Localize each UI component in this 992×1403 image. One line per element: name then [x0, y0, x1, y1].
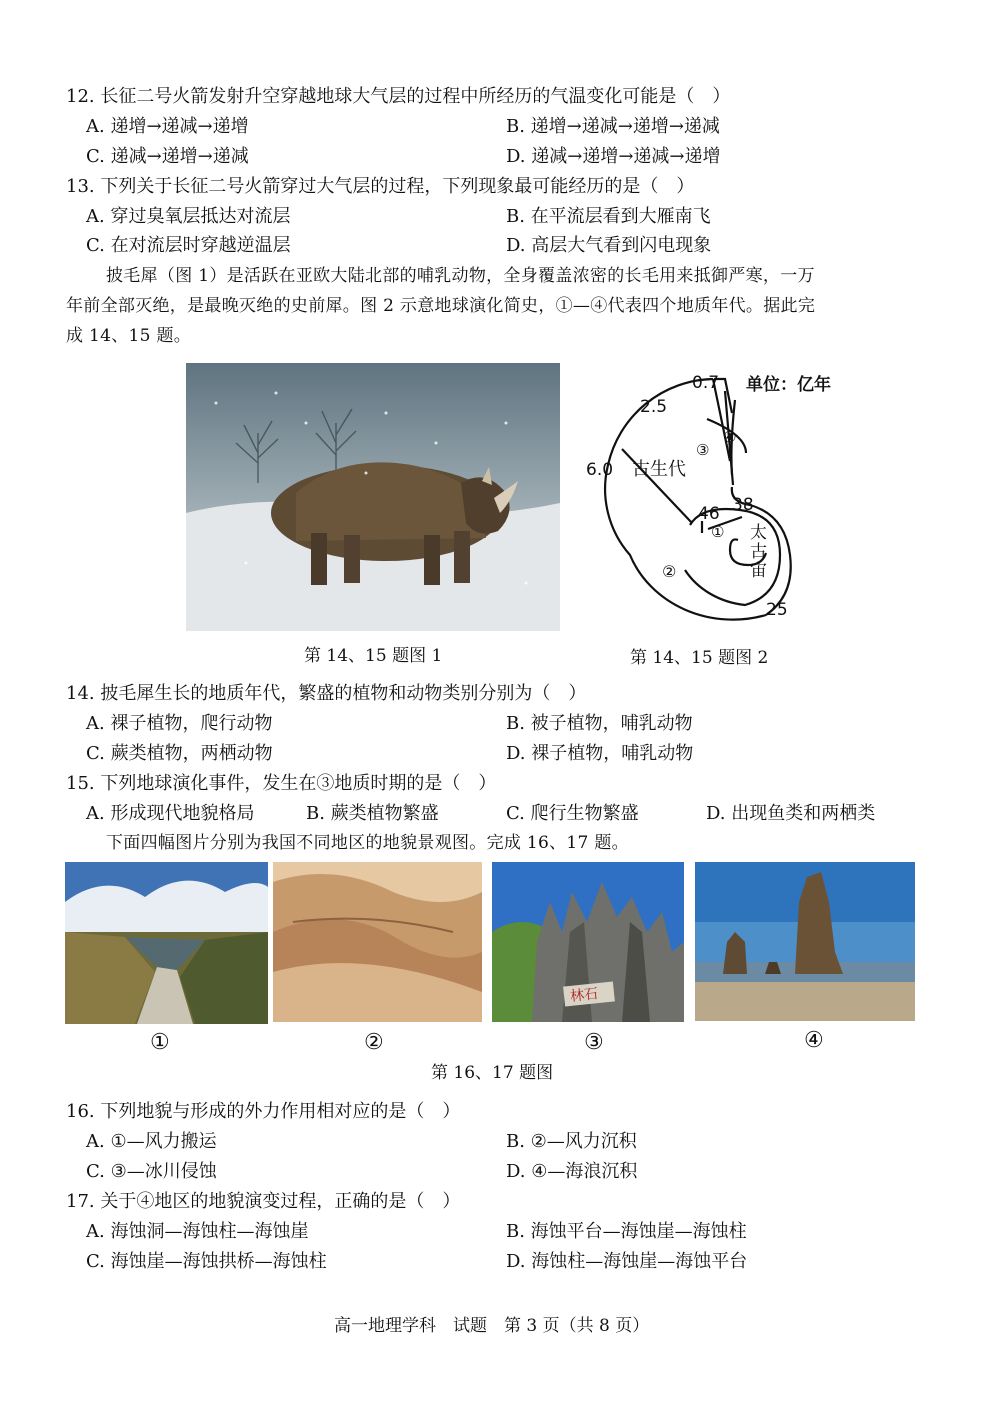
q16-option-a: A. ①—风力搬运 — [86, 1131, 217, 1152]
passage1-line1: 披毛犀（图 1）是活跃在亚欧大陆北部的哺乳动物，全身覆盖浓密的长毛用来抵御严寒，一万 — [106, 266, 815, 286]
q12-option-d: D. 递减→递增→递减→递增 — [506, 146, 721, 167]
sand-dune-image — [273, 862, 482, 1022]
q12-option-c: C. 递减→递增→递减 — [86, 146, 249, 167]
paleozoic-label: 古生代 — [632, 459, 686, 480]
fig2-caption: 第 14、15 题图 2 — [630, 648, 769, 668]
landscape-label-4: ④ — [804, 1028, 824, 1053]
passage1-line2: 年前全部灭绝，是最晚灭绝的史前犀。图 2 示意地球演化简史，①—④代表四个地质年代。据此完 — [66, 296, 816, 316]
archean-char-1: 太 — [750, 523, 767, 543]
era-4-label: ④ — [723, 428, 737, 446]
q12-option-b: B. 递增→递减→递增→递减 — [506, 116, 720, 137]
q14-option-a: A. 裸子植物，爬行动物 — [86, 713, 273, 734]
era-2-label: ② — [662, 562, 677, 581]
label-25: 25 — [766, 600, 788, 620]
q12-stem: 12. 长征二号火箭发射升空穿越地球大气层的过程中所经历的气温变化可能是（ ） — [66, 86, 731, 107]
q13-option-a: A. 穿过臭氧层抵达对流层 — [86, 206, 291, 227]
q14-option-b: B. 被子植物，哺乳动物 — [506, 713, 693, 734]
q15-option-b: B. 蕨类植物繁盛 — [306, 803, 439, 824]
q12-option-a: A. 递增→递减→递增 — [86, 116, 249, 137]
era-3-label: ③ — [696, 441, 710, 459]
stone-forest-sign: 林石 — [569, 986, 599, 1005]
label-2-5: 2.5 — [640, 397, 668, 417]
q16-option-b: B. ②—风力沉积 — [506, 1131, 637, 1152]
geologic-spiral-diagram — [580, 365, 880, 625]
q15-option-c: C. 爬行生物繁盛 — [506, 803, 639, 824]
q16-option-c: C. ③—冰川侵蚀 — [86, 1161, 217, 1182]
q17-option-a: A. 海蚀洞—海蚀柱—海蚀崖 — [86, 1221, 309, 1242]
q16-stem: 16. 下列地貌与形成的外力作用相对应的是（ ） — [66, 1101, 461, 1122]
passage2: 下面四幅图片分别为我国不同地区的地貌景观图。完成 16、17 题。 — [106, 833, 629, 853]
q17-option-d: D. 海蚀柱—海蚀崖—海蚀平台 — [506, 1251, 748, 1272]
page-footer: 高一地理学科 试题 第 3 页（共 8 页） — [334, 1316, 650, 1336]
landscape-label-3: ③ — [584, 1030, 604, 1055]
label-46: 46 — [698, 504, 720, 524]
archean-char-2: 古 — [750, 542, 767, 562]
label-6-0: 6.0 — [586, 460, 614, 480]
q15-option-a: A. 形成现代地貌格局 — [86, 803, 255, 824]
q15-option-d: D. 出现鱼类和两栖类 — [706, 803, 876, 824]
archean-char-3: 宙 — [750, 561, 767, 581]
q17-stem: 17. 关于④地区的地貌演变过程，正确的是（ ） — [66, 1191, 461, 1212]
q17-option-c: C. 海蚀崖—海蚀拱桥—海蚀柱 — [86, 1251, 327, 1272]
stone-forest-image — [492, 862, 684, 1022]
landscape-label-2: ② — [364, 1030, 384, 1055]
sea-stack-image — [695, 862, 915, 1021]
passage1-line3: 成 14、15 题。 — [66, 326, 192, 346]
era-1-label: ① — [711, 523, 725, 541]
canyon-image — [65, 862, 268, 1024]
q17-option-b: B. 海蚀平台—海蚀崖—海蚀柱 — [506, 1221, 747, 1242]
q14-option-d: D. 裸子植物，哺乳动物 — [506, 743, 694, 764]
q15-stem: 15. 下列地球演化事件，发生在③地质时期的是（ ） — [66, 773, 497, 794]
label-0-7: 0.7 — [692, 373, 720, 393]
fig1-caption: 第 14、15 题图 1 — [304, 646, 443, 666]
q16-option-d: D. ④—海浪沉积 — [506, 1161, 638, 1182]
q13-option-c: C. 在对流层时穿越逆温层 — [86, 235, 291, 256]
unit-label: 单位：亿年 — [746, 375, 831, 395]
q13-option-d: D. 高层大气看到闪电现象 — [506, 235, 712, 256]
woolly-rhino-image — [186, 363, 560, 631]
landscape-label-1: ① — [150, 1030, 170, 1055]
q14-stem: 14. 披毛犀生长的地质年代，繁盛的植物和动物类别分别为（ ） — [66, 683, 587, 704]
q13-option-b: B. 在平流层看到大雁南飞 — [506, 206, 711, 227]
q13-stem: 13. 下列关于长征二号火箭穿过大气层的过程，下列现象最可能经历的是（ ） — [66, 176, 695, 197]
label-38: 38 — [732, 495, 754, 515]
fig3-caption: 第 16、17 题图 — [431, 1063, 554, 1083]
q14-option-c: C. 蕨类植物，两栖动物 — [86, 743, 273, 764]
